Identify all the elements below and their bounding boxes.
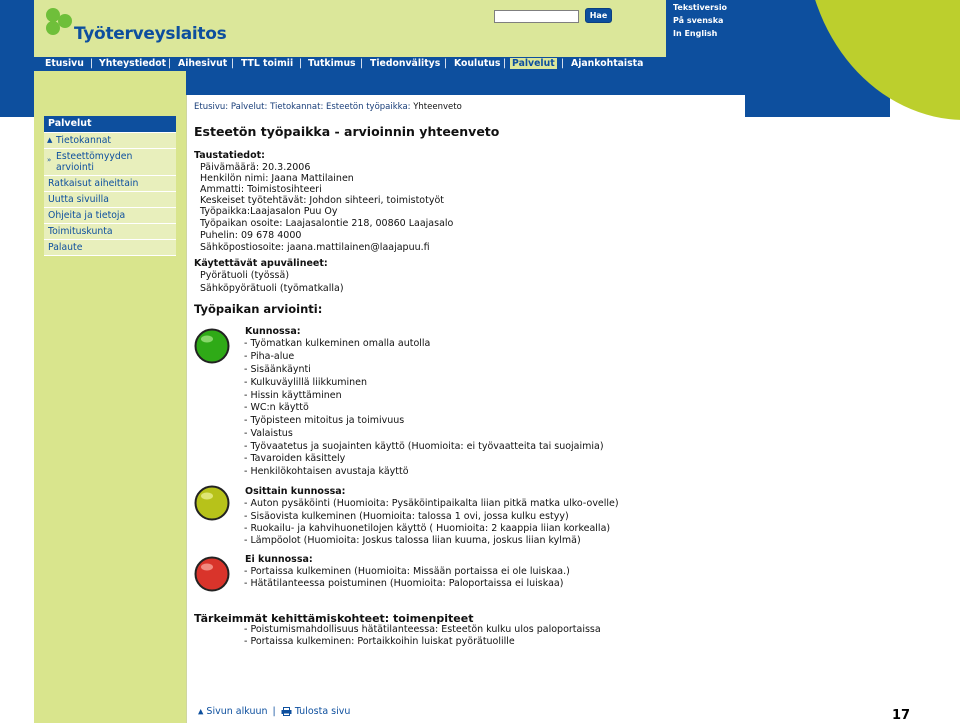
ok-item: - Tavaroiden käsittely bbox=[244, 453, 346, 464]
not-ok-item: - Hätätilanteessa poistuminen (Huomioita: Paloportaissa ei luiskaa) bbox=[244, 578, 564, 589]
development-item: - Poistumismahdollisuus hätätilanteessa: Esteetön kulku ulos paloportaissa bbox=[244, 624, 601, 635]
sidebar-item-label: Palaute bbox=[48, 242, 83, 253]
sidebar-item-uutta[interactable] bbox=[44, 191, 176, 207]
ok-item: - Hissin käyttäminen bbox=[244, 390, 342, 401]
background-line: Henkilön nimi: Jaana Mattilainen bbox=[200, 173, 354, 184]
nav-etusivu[interactable]: Etusivu bbox=[45, 58, 84, 69]
top-navigation: Etusivu | Yhteystiedot | Aihesivut | TTL toimii | Tutkimus | Tiedonvälitys | Koulutus | Palvelut | Ajankohtaista bbox=[34, 57, 745, 71]
page-title: Esteetön työpaikka - arvioinnin yhteenveto bbox=[194, 124, 500, 139]
footer-links: ▲ Sivun alkuun | Tulosta sivu bbox=[198, 706, 351, 717]
breadcrumb-current: Yhteenveto bbox=[413, 102, 462, 112]
traffic-light-yellow-icon bbox=[194, 485, 230, 521]
sidebar-item-label: Uutta sivuilla bbox=[48, 194, 109, 205]
sidebar-item-label: Toimituskunta bbox=[48, 226, 113, 237]
site-header bbox=[34, 0, 745, 57]
partial-item: - Auton pysäköinti (Huomioita: Pysäköintipaikalta liian pitkä matka ulko-ovelle) bbox=[244, 498, 619, 509]
development-title: Tärkeimmät kehittämiskohteet: toimenpiteet bbox=[194, 612, 474, 625]
nav-palvelut[interactable] bbox=[510, 57, 557, 71]
partial-item: - Sisäovista kulkeminen (Huomioita: talossa 1 ovi, jossa kulku estyy) bbox=[244, 511, 569, 522]
main-content bbox=[186, 95, 745, 723]
nav-yhteystiedot[interactable]: Yhteystiedot bbox=[99, 58, 167, 69]
ttl-logo-icon[interactable] bbox=[42, 4, 76, 38]
traffic-light-red-icon bbox=[194, 556, 230, 592]
aids-line: Pyörätuoli (työssä) bbox=[200, 270, 290, 281]
assessment-title: Työpaikan arviointi: bbox=[194, 302, 323, 316]
search-button[interactable]: Hae bbox=[585, 8, 612, 23]
ok-item: - Kulkuväylillä liikkuminen bbox=[244, 377, 367, 388]
left-column bbox=[34, 71, 186, 723]
background-line: Työpaikan osoite: Laajasalontie 218, 00860 Laajasalo bbox=[200, 218, 454, 229]
traffic-light-green-icon bbox=[194, 328, 230, 364]
nav-ttl-toimii[interactable]: TTL toimii bbox=[241, 58, 294, 69]
back-to-top-link[interactable]: Sivun alkuun bbox=[206, 706, 268, 717]
background-line: Ammatti: Toimistosihteeri bbox=[200, 184, 322, 195]
slide-number: 17 bbox=[892, 708, 911, 723]
nav-tutkimus[interactable]: Tutkimus bbox=[308, 58, 356, 69]
sidebar-item-label: Ohjeita ja tietoja bbox=[48, 210, 126, 221]
sidebar-item-tietokannat[interactable] bbox=[44, 132, 176, 148]
up-arrow-icon[interactable]: ▲ bbox=[198, 707, 204, 716]
breadcrumb bbox=[194, 102, 462, 112]
swedish-link[interactable]: På svenska bbox=[673, 16, 724, 25]
ok-item: - Työpisteen mitoitus ja toimivuus bbox=[244, 415, 405, 426]
sidebar-item-label: Tietokannat bbox=[56, 135, 112, 146]
print-page-link[interactable]: Tulosta sivu bbox=[294, 706, 351, 717]
nav-aihesivut[interactable]: Aihesivut bbox=[178, 58, 228, 69]
sidebar-item-label: Esteettömyyden arviointi bbox=[56, 151, 133, 173]
ok-item: - Työvaatetus ja suojainten käyttö (Huomioita: ei työvaatteita tai suojaimia) bbox=[244, 441, 604, 452]
web-page bbox=[34, 0, 745, 723]
search-input[interactable] bbox=[494, 10, 579, 23]
sidebar-item-ratkaisut[interactable] bbox=[44, 175, 176, 191]
not-ok-item: - Portaissa kulkeminen (Huomioita: Missään portaissa ei ole luiskaa.) bbox=[244, 566, 570, 577]
background-line: Työpaikka:Laajasalon Puu Oy bbox=[200, 206, 338, 217]
site-logo-text[interactable]: Työterveyslaitos bbox=[74, 24, 227, 44]
background-line: Sähköpostiosoite: jaana.mattilainen@laajapuu.fi bbox=[200, 242, 430, 253]
aids-line: Sähköpyörätuoli (työmatkalla) bbox=[200, 283, 344, 294]
group-title-ok: Kunnossa: bbox=[245, 326, 301, 337]
aids-title: Käytettävät apuvälineet: bbox=[194, 258, 328, 269]
ok-item: - WC:n käyttö bbox=[244, 402, 309, 413]
ok-item: - Valaistus bbox=[244, 428, 293, 439]
printer-icon[interactable] bbox=[281, 707, 292, 716]
partial-item: - Ruokailu- ja kahvihuonetilojen käyttö ( Huomioita: 2 kaappia liian korkealla) bbox=[244, 523, 611, 534]
background-line: Päivämäärä: 20.3.2006 bbox=[200, 162, 311, 173]
background-line: Puhelin: 09 678 4000 bbox=[200, 230, 302, 241]
slide-decoration-right bbox=[745, 0, 960, 128]
ok-item: - Piha-alue bbox=[244, 351, 295, 362]
sidebar-item-label: Ratkaisut aiheittain bbox=[48, 178, 139, 189]
sidebar-item-toimituskunta[interactable] bbox=[44, 223, 176, 239]
english-link[interactable]: In English bbox=[673, 29, 718, 38]
ok-item: - Henkilökohtaisen avustaja käyttö bbox=[244, 466, 409, 477]
language-links bbox=[666, 0, 745, 57]
ok-item: - Sisäänkäynti bbox=[244, 364, 311, 375]
partial-item: - Lämpöolot (Huomioita: Joskus talossa liian kuuma, joskus liian kylmä) bbox=[244, 535, 581, 546]
background-line: Keskeiset työtehtävät: Johdon sihteeri, toimistotyöt bbox=[200, 195, 444, 206]
up-arrow-icon: ▲ bbox=[47, 136, 53, 144]
nav-koulutus[interactable]: Koulutus bbox=[454, 58, 501, 69]
background-title: Taustatiedot: bbox=[194, 150, 265, 161]
nav-tiedonvalitys[interactable]: Tiedonvälitys bbox=[370, 58, 441, 69]
slide-decoration-left bbox=[0, 0, 34, 117]
sidebar-item-palaute[interactable] bbox=[44, 239, 176, 255]
text-version-link[interactable]: Tekstiversio bbox=[673, 3, 728, 12]
nav-ajankohtaista[interactable]: Ajankohtaista bbox=[571, 58, 644, 69]
breadcrumb-path[interactable]: Etusivu: Palvelut: Tietokannat: Esteetön työpaikka: bbox=[194, 102, 411, 112]
sidebar-item-ohjeita[interactable] bbox=[44, 207, 176, 223]
sidebar-title[interactable]: Palvelut bbox=[44, 116, 176, 132]
sidebar-menu bbox=[44, 116, 176, 256]
double-chevron-icon: » bbox=[47, 156, 52, 164]
group-title-not-ok: Ei kunnossa: bbox=[245, 554, 313, 565]
development-item: - Portaissa kulkeminen: Portaikkoihin luiskat pyörätuolille bbox=[244, 636, 515, 647]
sidebar-item-esteettomyyden-arviointi[interactable] bbox=[44, 148, 176, 175]
ok-item: - Työmatkan kulkeminen omalla autolla bbox=[244, 338, 431, 349]
group-title-partial: Osittain kunnossa: bbox=[245, 486, 346, 497]
nav-palvelut-label: Palvelut bbox=[512, 58, 555, 69]
